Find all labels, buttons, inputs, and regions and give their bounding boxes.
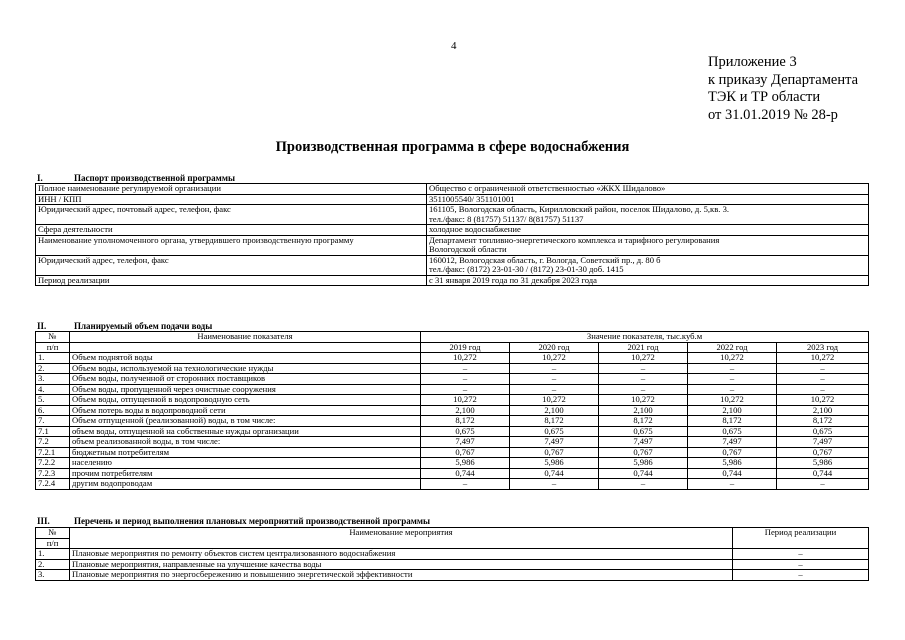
row-value: 5,986 — [777, 458, 869, 469]
row-value: 7,497 — [421, 437, 510, 448]
appendix-line-2: к приказу Департамента — [708, 71, 859, 88]
row-name: другим водопроводам — [70, 479, 421, 490]
measures-col-num-header: № — [36, 528, 70, 539]
measure-name: Плановые мероприятия, направленные на улучшение качества воды — [70, 559, 733, 570]
row-value: 10,272 — [510, 395, 599, 406]
row-number: 2. — [36, 363, 70, 374]
passport-row — [36, 184, 869, 195]
row-value: 5,986 — [510, 458, 599, 469]
row-value: – — [421, 363, 510, 374]
row-value: – — [777, 374, 869, 385]
row-value: – — [599, 374, 688, 385]
passport-value: 3511005540/ 351101001 — [429, 194, 515, 204]
row-value: 8,172 — [688, 416, 777, 427]
row-value: 7,497 — [688, 437, 777, 448]
passport-value-cell — [427, 205, 869, 225]
passport-label: Наименование уполномоченного органа, утвердившего производственную программу — [36, 235, 427, 255]
passport-value: холодное водоснабжение — [429, 224, 521, 234]
row-number: 3. — [36, 374, 70, 385]
row-value: – — [510, 363, 599, 374]
row-value: 0,675 — [688, 426, 777, 437]
passport-label: Сфера деятельности — [36, 225, 427, 236]
row-value: 2,100 — [599, 405, 688, 416]
row-number: 7.2 — [36, 437, 70, 448]
measures-col-period-header: Период реализации — [733, 528, 869, 549]
table-row — [36, 416, 869, 427]
row-value: 10,272 — [421, 353, 510, 364]
passport-row — [36, 194, 869, 205]
row-value: 8,172 — [599, 416, 688, 427]
table-row — [36, 374, 869, 385]
col-num-header: № — [36, 332, 70, 343]
page-number: 4 — [451, 40, 457, 52]
measure-name: Плановые мероприятия по энергосбережению и повышению энергетической эффективности — [70, 570, 733, 581]
row-value: – — [421, 479, 510, 490]
section2-heading — [37, 321, 212, 331]
measures-table — [35, 527, 869, 581]
section3-heading — [37, 516, 430, 526]
passport-value-cell — [427, 225, 869, 236]
passport-table — [35, 183, 869, 286]
row-name: объем воды, отпущенной на собственные нужды организации — [70, 426, 421, 437]
row-value: 7,497 — [777, 437, 869, 448]
passport-value-cell — [427, 194, 869, 205]
passport-label: Период реализации — [36, 275, 427, 286]
row-number: 6. — [36, 405, 70, 416]
appendix-line-1: Приложение 3 — [708, 54, 797, 70]
row-value: – — [510, 479, 599, 490]
measure-number: 1. — [36, 549, 70, 560]
measures-col-num-header-2: п/п — [36, 538, 70, 549]
row-value: 10,272 — [777, 395, 869, 406]
water-volume-table — [35, 331, 869, 490]
row-number: 7.1 — [36, 426, 70, 437]
passport-value: 160012, Вологодская область, г. Вологда, Советский пр., д. 80 б — [429, 255, 661, 265]
passport-label: Юридический адрес, почтовый адрес, телефон, факс — [36, 205, 427, 225]
row-value: – — [510, 384, 599, 395]
row-value: 0,767 — [421, 447, 510, 458]
row-number: 7. — [36, 416, 70, 427]
year-header: 2023 год — [777, 342, 869, 353]
passport-row — [36, 205, 869, 225]
row-value: 8,172 — [777, 416, 869, 427]
section3-title: Перечень и период выполнения плановых мероприятий производственной программы — [74, 516, 431, 526]
row-value: 0,744 — [599, 468, 688, 479]
row-value: – — [599, 479, 688, 490]
section1-heading — [37, 173, 235, 183]
passport-value: Департамент топливно-энергетического комплекса и тарифного регулирования — [429, 235, 720, 245]
passport-value: Общество с ограниченной ответственностью «ЖКХ Шидалово» — [429, 183, 666, 193]
section2-number: II. — [37, 321, 47, 331]
year-header: 2022 год — [688, 342, 777, 353]
row-value: 0,744 — [777, 468, 869, 479]
row-value: 0,675 — [421, 426, 510, 437]
row-value: 7,497 — [599, 437, 688, 448]
row-value: 10,272 — [599, 353, 688, 364]
row-value: – — [599, 363, 688, 374]
row-name: Объем поднятой воды — [70, 353, 421, 364]
row-value: 0,767 — [777, 447, 869, 458]
year-header: 2020 год — [510, 342, 599, 353]
passport-value-cell — [427, 235, 869, 255]
row-value: 10,272 — [599, 395, 688, 406]
col-name-header: Наименование показателя — [70, 332, 421, 343]
row-number: 7.2.2 — [36, 458, 70, 469]
row-value: – — [688, 479, 777, 490]
row-value: 2,100 — [510, 405, 599, 416]
row-name: бюджетным потребителям — [70, 447, 421, 458]
passport-value-line2: тел./факс: (8172) 23-01-30 / (8172) 23-01-30 доб. 1415 — [429, 264, 624, 274]
table-row — [36, 447, 869, 458]
table-row — [36, 384, 869, 395]
passport-label: Полное наименование регулируемой организации — [36, 184, 427, 195]
col-name-header-blank — [70, 342, 421, 353]
row-name: Объем отпущенной (реализованной) воды, в том числе: — [70, 416, 421, 427]
row-value: 10,272 — [421, 395, 510, 406]
passport-row — [36, 275, 869, 286]
row-value: 2,100 — [777, 405, 869, 416]
row-value: – — [777, 479, 869, 490]
measures-col-name-header: Наименование мероприятия — [70, 528, 733, 549]
appendix-line-4: от 31.01.2019 № 28-р — [708, 106, 838, 123]
measure-number: 3. — [36, 570, 70, 581]
passport-label: Юридический адрес, телефон, факс — [36, 255, 427, 275]
passport-value-line2: тел./факс: 8 (81757) 51137/ 8(81757) 51137 — [429, 213, 584, 224]
row-number: 5. — [36, 395, 70, 406]
row-value: 5,986 — [421, 458, 510, 469]
section3-number: III. — [37, 516, 50, 526]
row-value: 5,986 — [688, 458, 777, 469]
table-row — [36, 426, 869, 437]
col-value-header: Значение показателя, тыс.куб.м — [421, 332, 869, 343]
row-value: 0,767 — [510, 447, 599, 458]
row-value: – — [688, 374, 777, 385]
row-number: 1. — [36, 353, 70, 364]
passport-value: 161105, Вологодская область, Кирилловский район, поселок Шидалово, д. 5,кв. 3. — [429, 204, 730, 214]
year-header: 2019 год — [421, 342, 510, 353]
table-row — [36, 559, 869, 570]
row-value: 0,744 — [510, 468, 599, 479]
table-row — [36, 437, 869, 448]
table-row — [36, 395, 869, 406]
measure-number: 2. — [36, 559, 70, 570]
row-number: 7.2.4 — [36, 479, 70, 490]
appendix-header — [708, 54, 858, 124]
passport-value-line2: Вологодской области — [429, 244, 507, 254]
section1-number: I. — [37, 173, 43, 183]
row-value: 10,272 — [688, 353, 777, 364]
table-row — [36, 353, 869, 364]
row-value: 0,744 — [421, 468, 510, 479]
measure-name: Плановые мероприятия по ремонту объектов систем централизованного водоснабжения — [70, 549, 733, 560]
table-row — [36, 570, 869, 581]
passport-row — [36, 255, 869, 275]
row-value: 10,272 — [777, 353, 869, 364]
row-number: 7.2.1 — [36, 447, 70, 458]
row-value: – — [421, 374, 510, 385]
page-title: Производственная программа в сфере водоснабжения — [275, 139, 630, 155]
table-row — [36, 549, 869, 560]
passport-table-body — [36, 184, 869, 286]
measure-period: – — [733, 570, 869, 581]
row-value: 2,100 — [421, 405, 510, 416]
passport-row — [36, 225, 869, 236]
year-header: 2021 год — [599, 342, 688, 353]
row-value: – — [421, 384, 510, 395]
table-row — [36, 458, 869, 469]
row-name: прочим потребителям — [70, 468, 421, 479]
row-value: 5,986 — [599, 458, 688, 469]
passport-value-cell — [427, 255, 869, 275]
row-value: – — [777, 363, 869, 374]
row-value: – — [688, 363, 777, 374]
measure-period: – — [733, 549, 869, 560]
water-volume-table-body — [36, 332, 869, 490]
table-row — [36, 468, 869, 479]
row-value: 0,744 — [688, 468, 777, 479]
row-value: 10,272 — [510, 353, 599, 364]
row-number: 7.2.3 — [36, 468, 70, 479]
row-value: 10,272 — [688, 395, 777, 406]
measures-table-body — [36, 528, 869, 581]
row-value: 0,767 — [599, 447, 688, 458]
passport-value-cell — [427, 184, 869, 195]
row-name: населению — [70, 458, 421, 469]
row-value: 2,100 — [688, 405, 777, 416]
row-name: Объем потерь воды в водопроводной сети — [70, 405, 421, 416]
table-row — [36, 405, 869, 416]
measure-period: – — [733, 559, 869, 570]
row-name: объем реализованной воды, в том числе: — [70, 437, 421, 448]
row-name: Объем воды, отпущенной в водопроводную сеть — [70, 395, 421, 406]
table-row — [36, 479, 869, 490]
section1-title: Паспорт производственной программы — [74, 173, 235, 183]
row-value: 8,172 — [510, 416, 599, 427]
row-value: 7,497 — [510, 437, 599, 448]
row-value: – — [510, 374, 599, 385]
row-value: 0,675 — [777, 426, 869, 437]
row-value: – — [688, 384, 777, 395]
row-value: 0,675 — [599, 426, 688, 437]
row-name: Объем воды, полученной от сторонних поставщиков — [70, 374, 421, 385]
row-value: 0,675 — [510, 426, 599, 437]
passport-value: с 31 января 2019 года по 31 декабря 2023 года — [429, 275, 597, 285]
row-value: – — [599, 384, 688, 395]
row-name: Объем воды, используемой на технологические нужды — [70, 363, 421, 374]
row-name: Объем воды, пропущенной через очистные сооружения — [70, 384, 421, 395]
appendix-line-3: ТЭК и ТР области — [708, 89, 821, 105]
row-number: 4. — [36, 384, 70, 395]
passport-row — [36, 235, 869, 255]
row-value: – — [777, 384, 869, 395]
passport-value-cell — [427, 275, 869, 286]
row-value: 8,172 — [421, 416, 510, 427]
row-value: 0,767 — [688, 447, 777, 458]
table-row — [36, 363, 869, 374]
passport-label: ИНН / КПП — [36, 194, 427, 205]
section2-title: Планируемый объем подачи воды — [74, 321, 213, 331]
col-num-header-2: п/п — [36, 342, 70, 353]
